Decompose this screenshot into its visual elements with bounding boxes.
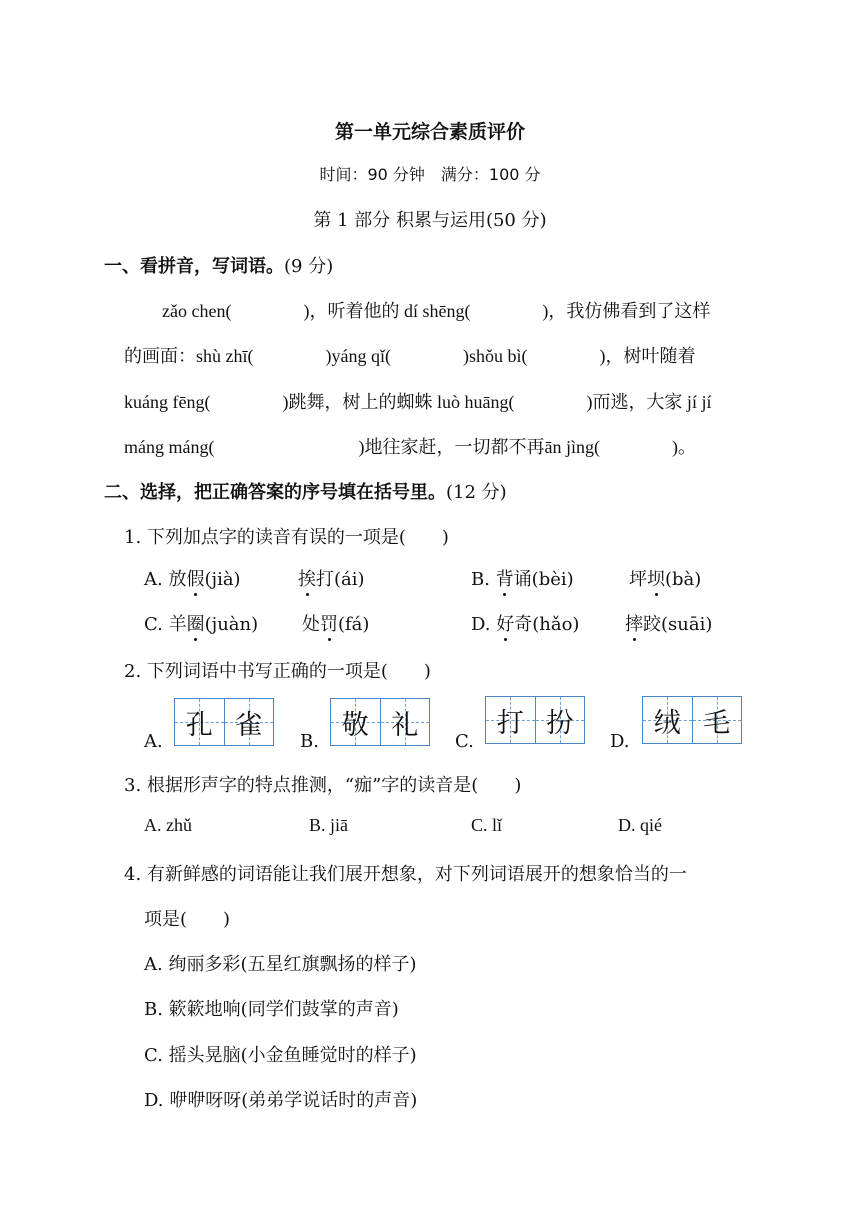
grid-cell — [331, 699, 380, 745]
section1-score: (9 分) — [284, 256, 334, 277]
grid-char: 扮 — [546, 707, 574, 739]
q2-label-b: B. — [300, 731, 319, 752]
word-pinyin: (juàn) — [204, 614, 259, 635]
q3-option-c: C. lǐ — [471, 815, 503, 835]
section2-title: 二、选择，把正确答案的序号填在括号里。 — [104, 482, 446, 503]
option-label: D. — [471, 614, 491, 635]
q2-tian-grid-b — [330, 698, 430, 746]
grid-cell — [643, 697, 692, 743]
grid-char: 打 — [496, 707, 524, 739]
word-pinyin: 跤(suāi) — [643, 614, 713, 635]
grid-cell — [692, 697, 742, 743]
word-pinyin: (fá) — [338, 614, 370, 635]
option-label: C. — [144, 614, 163, 635]
dotted-char: 圈 — [187, 610, 205, 636]
q4-option-d: D. 咿咿呀呀(弟弟学说话时的声音) — [144, 1090, 418, 1111]
option-label: A. — [144, 569, 163, 590]
q2-label-a: A. — [144, 731, 163, 752]
grid-char: 孔 — [185, 709, 213, 741]
exam-info: 时间：90 分钟 满分：100 分 — [319, 165, 541, 184]
dotted-char: 假 — [186, 565, 204, 591]
pinyin-line-4: máng máng( )地往家赶，一切都不再ān jìng( )。 — [124, 437, 696, 457]
pinyin-line-3: kuáng fēng( )跳舞，树上的蜘蛛 luò huāng( )而逃，大家 jí jí — [124, 392, 712, 412]
word-pinyin: (bà) — [665, 569, 702, 590]
word-pinyin: 诵(bèi) — [513, 569, 574, 590]
grid-cell — [535, 697, 585, 743]
q1-option-a-word2 — [298, 565, 365, 591]
section1-title: 一、看拼音，写词语。 — [104, 256, 284, 277]
q4-stem-line1: 4. 有新鲜感的词语能让我们展开想象，对下列词语展开的想象恰当的一 — [124, 864, 687, 885]
grid-cell — [380, 699, 430, 745]
q2-tian-grid-c — [485, 696, 585, 744]
word-text: 放 — [168, 569, 187, 590]
page-title: 第一单元综合素质评价 — [334, 121, 525, 143]
q3-option-d: D. qié — [618, 815, 662, 835]
q3-stem: 3. 根据形声字的特点推测，“痂”字的读音是( ) — [124, 775, 522, 796]
grid-cell — [486, 697, 535, 743]
word-pinyin: 打(ái) — [316, 569, 365, 590]
grid-char: 毛 — [703, 707, 731, 739]
grid-char: 雀 — [235, 709, 263, 741]
word-text: 羊 — [168, 614, 187, 635]
q1-option-b — [471, 565, 574, 591]
word-text: 坪 — [629, 569, 647, 590]
q1-option-b-word2 — [629, 565, 701, 591]
word-text: 处 — [302, 614, 320, 635]
dotted-char: 摔 — [625, 610, 643, 636]
q1-option-d-word2 — [625, 610, 712, 636]
q2-label-c: C. — [455, 731, 474, 752]
dotted-char: 挨 — [298, 565, 316, 591]
pinyin-line-1: zǎo chen( )，听着他的 dí shēng( )，我仿佛看到了这样 — [162, 301, 711, 321]
q2-stem: 2. 下列词语中书写正确的一项是( ) — [124, 661, 431, 682]
q2-tian-grid-a — [174, 698, 274, 746]
q4-option-a: A. 绚丽多彩(五星红旗飘扬的样子) — [144, 954, 417, 975]
section1-heading — [104, 252, 333, 278]
part-heading: 第 1 部分 积累与运用(50 分) — [313, 210, 547, 231]
grid-cell — [175, 699, 224, 745]
q4-stem-line2: 项是( ) — [144, 909, 231, 930]
grid-char: 绒 — [653, 707, 681, 739]
q1-option-a — [144, 565, 241, 591]
q1-option-d — [471, 610, 579, 636]
dotted-char: 坝 — [647, 565, 665, 591]
dotted-char: 背 — [496, 565, 514, 591]
grid-cell — [224, 699, 274, 745]
q4-option-b: B. 簌簌地响(同学们鼓掌的声音) — [144, 999, 399, 1020]
grid-char: 敬 — [341, 709, 369, 741]
q2-tian-grid-d — [642, 696, 742, 744]
q1-stem: 1. 下列加点字的读音有误的一项是( ) — [124, 527, 449, 548]
pinyin-line-2: 的画面：shù zhī( )yáng qǐ( )shǒu bì( )，树叶随着 — [124, 346, 696, 366]
word-pinyin: 奇(hǎo) — [514, 614, 580, 635]
q4-option-c: C. 摇头晃脑(小金鱼睡觉时的样子) — [144, 1045, 417, 1066]
word-pinyin: (jià) — [204, 569, 241, 590]
grid-char: 礼 — [391, 709, 419, 741]
option-label: B. — [471, 569, 490, 590]
q2-label-d: D. — [610, 731, 630, 752]
section2-heading — [104, 478, 507, 504]
q3-option-b: B. jiā — [309, 815, 348, 835]
q1-option-c — [144, 610, 258, 636]
section2-score: (12 分) — [446, 482, 507, 503]
dotted-char: 好 — [496, 610, 514, 636]
q3-option-a: A. zhǔ — [144, 815, 192, 835]
dotted-char: 罚 — [320, 610, 338, 636]
q1-option-c-word2 — [302, 610, 369, 636]
